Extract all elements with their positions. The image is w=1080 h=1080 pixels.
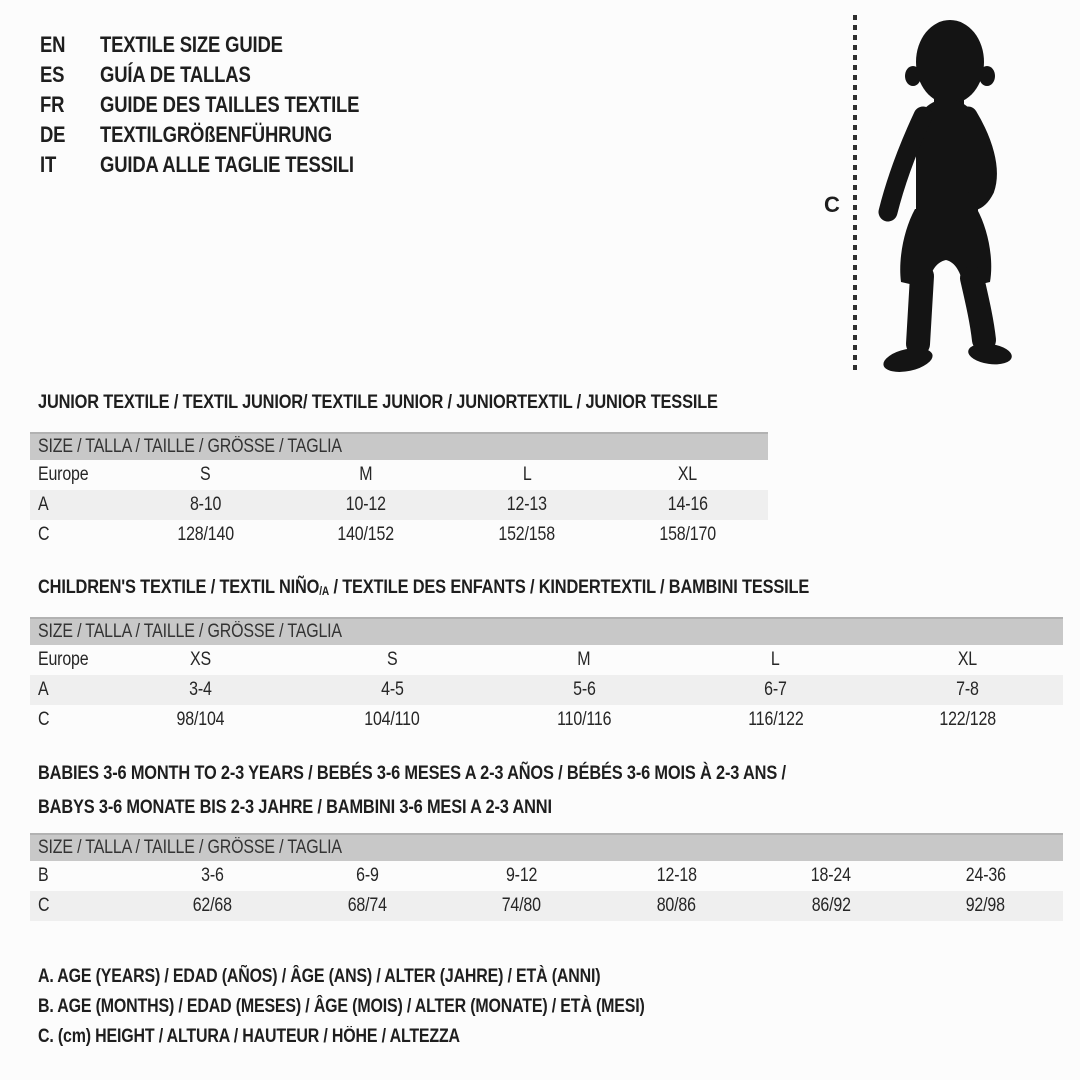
table-row-height	[30, 520, 768, 550]
table-row-age-months	[30, 861, 1063, 891]
table-cell: S	[387, 649, 398, 670]
language-code: EN	[40, 32, 66, 57]
table-cell: 92/98	[966, 895, 1006, 916]
table-cell: 6-7	[764, 679, 787, 700]
table-cell: 14-16	[667, 494, 708, 515]
row-label: C	[38, 895, 50, 916]
table-cell: 122/128	[938, 709, 996, 730]
table-cell: 7-8	[955, 679, 979, 700]
row-label: Europe	[38, 649, 89, 670]
table-cell: 4-5	[381, 679, 404, 700]
babies-size-table	[30, 833, 1063, 921]
junior-table-title: JUNIOR TEXTILE / TEXTIL JUNIOR/ TEXTILE JUNIOR / JUNIORTEXTIL / JUNIOR TESSILE	[38, 391, 718, 413]
table-cell: 116/122	[747, 709, 804, 730]
language-code: IT	[40, 152, 57, 177]
table-cell: 68/74	[347, 895, 387, 916]
table-cell: 10-12	[346, 494, 387, 515]
junior-size-table	[30, 432, 768, 550]
table-cell: L	[771, 649, 780, 670]
size-header-band: SIZE / TALLA / TAILLE / GRÖSSE / TAGLIA	[30, 617, 1063, 645]
row-label: B	[38, 865, 49, 886]
table-cell: XS	[190, 649, 212, 670]
measure-legend	[38, 962, 760, 1052]
children-table-title: CHILDREN'S TEXTILE / TEXTIL NIÑO/A / TEXTILE DES ENFANTS / KINDERTEXTIL / BAMBINI TESSILE	[38, 576, 810, 599]
table-cell: 5-6	[572, 679, 596, 700]
table-row-europe	[30, 460, 768, 490]
language-row-de	[40, 120, 409, 150]
table-cell: 98/104	[176, 709, 225, 730]
table-cell: L	[522, 464, 532, 485]
row-label: A	[38, 494, 49, 515]
row-label: C	[38, 524, 50, 545]
table-cell: 24-36	[965, 865, 1006, 886]
table-cell: 6-9	[355, 865, 379, 886]
table-row-age	[30, 490, 768, 520]
table-cell: 3-6	[201, 865, 224, 886]
language-row-es	[40, 60, 409, 90]
table-cell: 12-13	[506, 494, 547, 515]
table-cell: 140/152	[337, 524, 395, 545]
size-header-band: SIZE / TALLA / TAILLE / GRÖSSE / TAGLIA	[30, 833, 1063, 861]
language-title: GUIDA ALLE TAGLIE TESSILI	[100, 152, 354, 177]
table-cell: 110/116	[556, 709, 612, 730]
language-code: DE	[40, 122, 66, 147]
table-row-height	[30, 891, 1063, 921]
table-cell: 3-4	[189, 679, 213, 700]
legend-line-b: B. AGE (MONTHS) / EDAD (MESES) / ÂGE (MOIS) / ALTER (MONATE) / ETÀ (MESI)	[38, 996, 645, 1017]
table-cell: 12-18	[656, 865, 697, 886]
table-row-age	[30, 675, 1063, 705]
language-title: TEXTILGRÖßENFÜHRUNG	[100, 122, 332, 147]
language-title: GUIDE DES TAILLES TEXTILE	[100, 92, 360, 117]
table-cell: XL	[957, 649, 977, 670]
language-title-block	[40, 30, 409, 180]
table-row-europe	[30, 645, 1063, 675]
language-code: FR	[40, 92, 65, 117]
table-cell: 8-10	[189, 494, 222, 515]
table-cell: 80/86	[656, 895, 696, 916]
table-cell: 74/80	[502, 895, 542, 916]
table-cell: 86/92	[811, 895, 851, 916]
table-row-height	[30, 705, 1063, 735]
table-cell: 9-12	[506, 865, 538, 886]
language-title: GUÍA DE TALLAS	[100, 62, 251, 87]
table-cell: M	[359, 464, 373, 485]
language-row-fr	[40, 90, 409, 120]
row-label: Europe	[38, 464, 89, 485]
toddler-silhouette-icon	[868, 14, 1024, 380]
table-cell: 18-24	[811, 865, 852, 886]
babies-table-title-line2: BABYS 3-6 MONATE BIS 2-3 JAHRE / BAMBINI 3-6 MESI A 2-3 ANNI	[38, 796, 552, 818]
language-title: TEXTILE SIZE GUIDE	[100, 32, 283, 57]
language-row-it	[40, 150, 409, 180]
height-measure-label: C	[824, 192, 840, 217]
children-size-table	[30, 617, 1063, 735]
legend-line-a: A. AGE (YEARS) / EDAD (AÑOS) / ÂGE (ANS) / ALTER (JAHRE) / ETÀ (ANNI)	[38, 966, 601, 987]
table-cell: 62/68	[192, 895, 232, 916]
table-cell: 152/158	[498, 524, 556, 545]
language-row-en	[40, 30, 409, 60]
table-cell: 158/170	[659, 524, 716, 545]
table-cell: XL	[678, 464, 698, 485]
title-subscript: /A	[319, 584, 330, 599]
row-label: A	[38, 679, 49, 700]
language-code: ES	[40, 62, 65, 87]
size-header-band: SIZE / TALLA / TAILLE / GRÖSSE / TAGLIA	[30, 432, 768, 460]
height-measure-dashed-line	[853, 15, 857, 375]
table-cell: M	[577, 649, 591, 670]
row-label: C	[38, 709, 50, 730]
babies-table-title-line1: BABIES 3-6 MONTH TO 2-3 YEARS / BEBÉS 3-6 MESES A 2-3 AÑOS / BÉBÉS 3-6 MOIS À 2-3 ANS /	[38, 762, 786, 784]
legend-line-c: C. (cm) HEIGHT / ALTURA / HAUTEUR / HÖHE / ALTEZZA	[38, 1026, 460, 1047]
table-cell: S	[200, 464, 211, 485]
table-cell: 128/140	[177, 524, 234, 545]
table-cell: 104/110	[364, 709, 421, 730]
